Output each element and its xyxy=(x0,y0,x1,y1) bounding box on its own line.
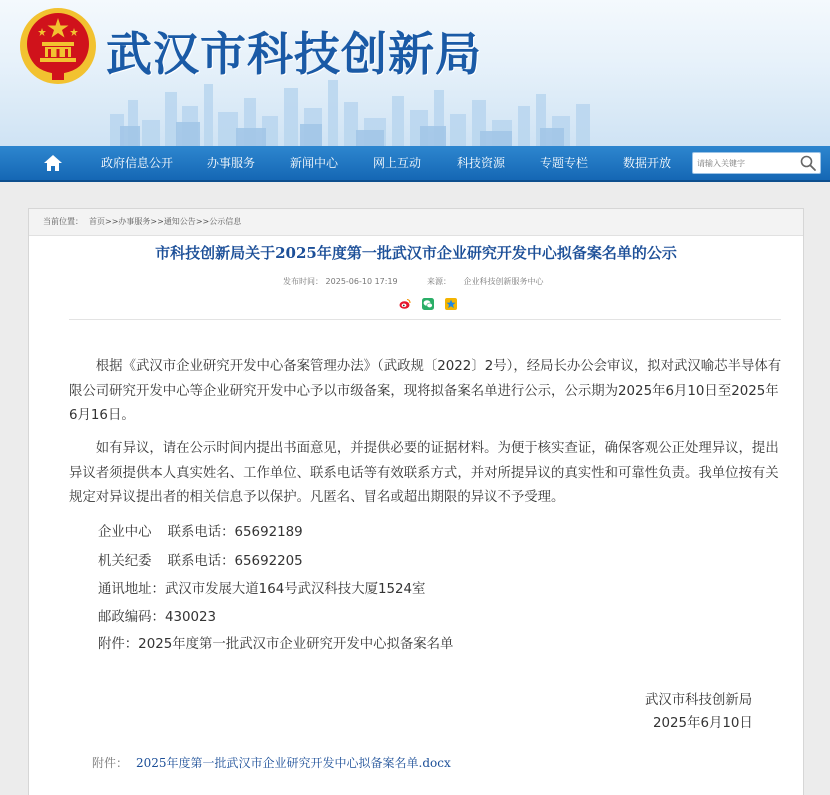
breadcrumb-path xyxy=(89,209,241,235)
share-buttons xyxy=(399,298,463,312)
postcode-label: 邮政编码： xyxy=(98,610,165,625)
attachment-note-value: 2025年度第一批武汉市企业研究开发中心拟备案名单 xyxy=(138,637,454,652)
wechat-icon[interactable] xyxy=(422,298,434,310)
publish-time-value: 2025-06-10 17:19 xyxy=(325,277,398,286)
attachment-note xyxy=(98,633,453,657)
breadcrumb-home[interactable]: 首页 xyxy=(89,217,105,226)
breadcrumb xyxy=(29,209,803,236)
nav-item-services[interactable]: 办事服务 xyxy=(207,156,256,170)
nav-item-resources[interactable]: 科技资源 xyxy=(457,156,506,170)
contact-discipline-committee xyxy=(98,550,303,574)
nav-item-open-data[interactable]: 数据开放 xyxy=(623,156,672,170)
signature-date: 2025年6月10日 xyxy=(653,716,753,731)
nav-item-interaction[interactable]: 网上互动 xyxy=(373,156,422,170)
source-value: 企业科技创新服务中心 xyxy=(463,277,544,286)
national-emblem-logo xyxy=(18,6,98,86)
breadcrumb-separator: >> xyxy=(105,217,119,226)
home-icon[interactable] xyxy=(42,153,64,173)
attachment-download-link[interactable]: 2025年度第一批武汉市企业研究开发中心拟备案名单.docx xyxy=(136,756,451,770)
address-label: 通讯地址： xyxy=(98,582,165,597)
search-icon[interactable] xyxy=(799,154,817,172)
postcode xyxy=(98,606,216,630)
contact-label: 联系电话： xyxy=(167,554,235,569)
publish-time xyxy=(283,276,398,287)
breadcrumb-public-info[interactable]: 公示信息 xyxy=(209,217,242,226)
qzone-icon[interactable] xyxy=(445,298,457,310)
contact-label: 联系电话： xyxy=(167,525,235,540)
breadcrumb-services[interactable]: 办事服务 xyxy=(118,217,151,226)
breadcrumb-separator: >> xyxy=(195,217,210,226)
postcode-value: 430023 xyxy=(164,610,217,625)
nav-item-gov-info[interactable]: 政府信息公开 xyxy=(101,156,174,170)
city-skyline-graphic xyxy=(0,76,830,146)
article-title: 市科技创新局关于2025年度第一批武汉市企业研究开发中心拟备案名单的公示 xyxy=(155,244,677,262)
breadcrumb-notices[interactable]: 通知公告 xyxy=(163,217,196,226)
contact-phone: 65692205 xyxy=(234,554,303,569)
site-title: 武汉市科技创新局 xyxy=(106,27,482,81)
contact-dept: 企业中心 xyxy=(98,525,152,540)
publish-time-label: 发布时间： xyxy=(283,277,323,286)
attachment-label: 附件： xyxy=(92,756,129,770)
mailing-address xyxy=(98,578,425,602)
weibo-icon[interactable] xyxy=(399,298,411,310)
attachment-note-label: 附件： xyxy=(98,637,139,652)
title-divider xyxy=(69,319,781,320)
body-paragraph-1: 根据《武汉市企业研究开发中心备案管理办法》（武政规〔2022〕2号），经局长办公会审议，拟对武汉喻芯半导体有限公司研究开发中心等企业研究开发中心予以市级备案，现将拟备案名单进行公示，公示期为2025年6月10日至2025年6月16日。 xyxy=(69,359,782,423)
search-input[interactable] xyxy=(697,155,795,171)
article-panel xyxy=(28,208,804,795)
breadcrumb-separator: >> xyxy=(150,217,164,226)
signature-org: 武汉市科技创新局 xyxy=(645,693,753,708)
address-value: 武汉市发展大道164号武汉科技大厦1524室 xyxy=(164,582,426,597)
breadcrumb-label: 当前位置： xyxy=(43,217,83,226)
body-paragraph-2: 如有异议，请在公示时间内提出书面意见，并提供必要的证据材料。为便于核实查证，确保客观公正处理异议，提出异议者须提供本人真实姓名、工作单位、联系电话等有效联系方式，并对所提异议的真实性和可靠性负责。我单位按有关规定对异议提出者的相关信息予以保护。凡匿名、冒名或超出期限的异议不予受理。 xyxy=(69,441,779,505)
nav-item-topics[interactable]: 专题专栏 xyxy=(540,156,589,170)
nav-item-news[interactable]: 新闻中心 xyxy=(290,156,339,170)
search-box xyxy=(692,152,821,174)
contact-phone: 65692189 xyxy=(234,525,303,540)
article-source xyxy=(427,276,544,287)
source-label: 来源： xyxy=(427,277,451,286)
contact-enterprise-center xyxy=(98,521,303,545)
contact-dept: 机关纪委 xyxy=(98,554,152,569)
header-banner xyxy=(0,0,830,146)
